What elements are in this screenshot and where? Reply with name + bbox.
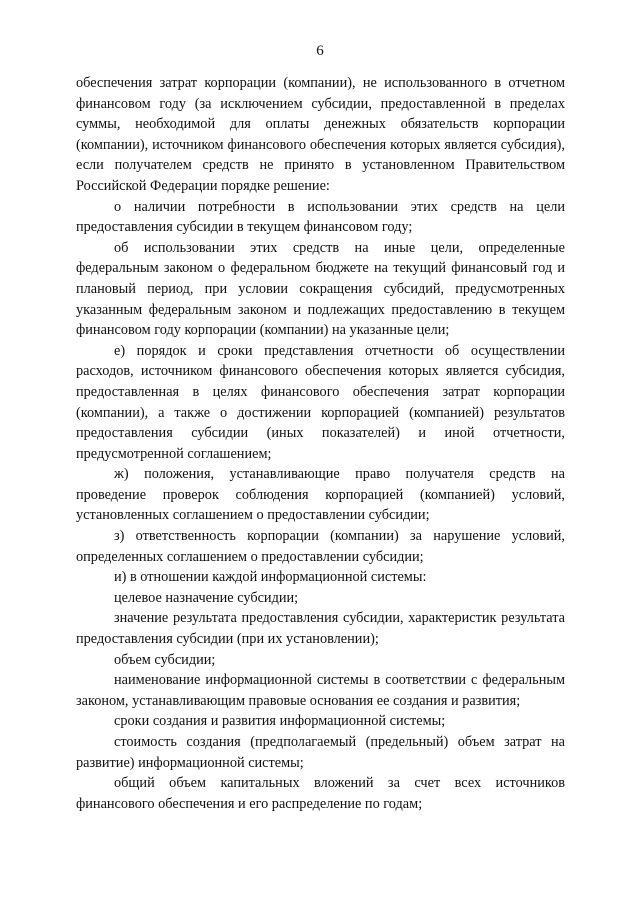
paragraph-capital-investments: общий объем капитальных вложений за счет всех источников финансового обеспечения и его распределение по годам; xyxy=(76,775,565,812)
paragraph-item-e-reporting: е) порядок и сроки представления отчетности об осуществлении расходов, источником финансового обеспечения которых является субсидия, предоставленная в целях финансового обеспечения затрат корпорации (компании), а также о достижении корпорацией (компанией) результатов предоставления субсидии (иных показателей) и иной отчетности, предусмотренной соглашением; xyxy=(76,342,565,462)
paragraph-item-z-liability: з) ответственность корпорации (компании) за нарушение условий, определенных соглашением о предоставлении субсидии; xyxy=(76,528,565,565)
document-body xyxy=(76,73,565,814)
paragraph-item-i-info-systems: и) в отношении каждой информационной системы: xyxy=(114,569,427,586)
paragraph-other-purposes: об использовании этих средств на иные цели, определенные федеральным законом о федеральном бюджете на текущий финансовый год и плановый период, при условии сокращения субсидий, предусмотренных указанным федеральным законом и подлежащих предоставлению в текущем финансовом году корпорации (компании) на указанные цели; xyxy=(76,239,565,339)
paragraph-subsidy-volume: объем субсидии; xyxy=(114,651,216,668)
paragraph-continuation: обеспечения затрат корпорации (компании), не использованного в отчетном финансовом году (за исключением субсидии, предоставленной в пределах суммы, необходимой для оплаты денежных обязательств корпорации (компании), источником финансового обеспечения которых является субсидия), если получателем средств не принято в установленном Правительством Российской Федерации порядке решение: xyxy=(76,75,565,194)
paragraph-need-for-funds: о наличии потребности в использовании этих средств на цели предоставления субсидии в текущем финансовом году; xyxy=(76,198,565,236)
paragraph-result-value: значение результата предоставления субсидии, характеристик результата предоставления субсидии (при их установлении); xyxy=(76,610,565,648)
paragraph-creation-cost: стоимость создания (предполагаемый (предельный) объем затрат на развитие) информационной системы; xyxy=(76,734,565,771)
paragraph-development-dates: сроки создания и развития информационной системы; xyxy=(114,713,446,730)
page-number: 6 xyxy=(316,43,324,59)
paragraph-item-zh-audits: ж) положения, устанавливающие право получателя средств на проведение проверок соблюдения корпорацией (компанией) условий, установленных соглашением о предоставлении субсидии; xyxy=(76,466,565,524)
paragraph-system-name: наименование информационной системы в соответствии с федеральным законом, устанавливающим правовые основания ее создания и развития; xyxy=(76,672,565,709)
paragraph-target-purpose: целевое назначение субсидии; xyxy=(114,589,299,606)
